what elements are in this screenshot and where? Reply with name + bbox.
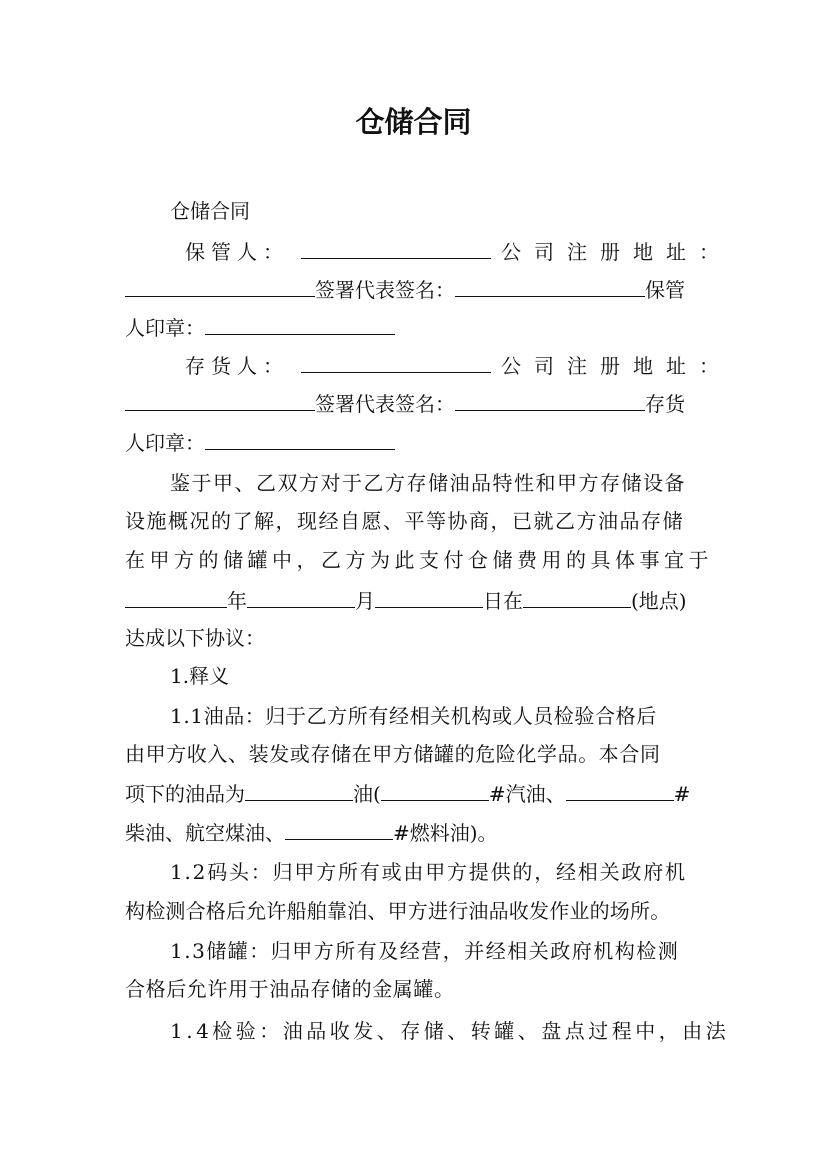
diesel-grade-blank[interactable] [566,778,674,801]
keeper-line-1 [185,236,732,266]
place-label: (地点) [631,589,687,613]
keeper-seal-label-a: 保管 [645,278,685,302]
def-1-4-line-1: 1.4检验：油品收发、存储、转罐、盘点过程中，由法 [170,1019,730,1043]
depositor-role-label: 存货人： [185,354,289,378]
document-subtitle: 仓储合同 [170,199,250,223]
def-1-1-line-1: 1.1油品：归于乙方所有经相关机构或人员检验合格后 [170,704,657,728]
section-1-heading: 1.释义 [170,664,230,688]
date-year-label: 年 [227,589,247,613]
keeper-name-blank[interactable] [301,236,491,259]
keeper-seal-label-b: 人印章： [125,316,205,340]
def-1-2-line-1: 1.2码头：归甲方所有或由甲方提供的，经相关政府机 [170,860,687,884]
def-1-3-line-2: 合格后允许用于油品存储的金属罐。 [125,977,455,1001]
def-1-1-line-2: 由甲方收入、装发或存储在甲方储罐的危险化学品。本合同 [125,742,661,766]
keeper-sign-label: 签署代表签名： [315,278,455,302]
intro-line-4 [125,585,687,615]
depositor-name-blank[interactable] [301,350,491,373]
depositor-address-label: 公司注册地址： [501,354,732,378]
def-1-1-line-4 [125,817,498,847]
oil-type-label: 项下的油品为 [125,782,245,806]
gasoline-grade-blank[interactable] [381,778,489,801]
def-1-2-line-2: 构检测合格后允许船舶靠泊、甲方进行油品收发作业的场所。 [125,899,671,923]
depositor-line-3 [125,427,395,457]
keeper-seal-blank[interactable] [205,312,395,335]
keeper-role-label: 保管人： [185,240,289,264]
date-month-blank[interactable] [247,585,355,608]
intro-line-2: 设施概况的了解，现经自愿、平等协商，已就乙方油品存储 [125,509,684,533]
def-1-1-line-3 [125,778,690,808]
depositor-address-blank[interactable] [125,388,315,411]
intro-line-1: 鉴于甲、乙双方对于乙方存储油品特性和甲方存储设备 [170,471,686,495]
keeper-sign-blank[interactable] [455,274,645,297]
depositor-seal-label-a: 存货 [645,392,685,416]
keeper-line-3 [125,312,395,342]
fuel-oil-label: #燃料油)。 [393,821,498,845]
keeper-address-label: 公司注册地址： [501,240,732,264]
intro-line-3: 在甲方的储罐中，乙方为此支付仓储费用的具体事宜于 [125,548,713,572]
depositor-line-2 [125,388,685,418]
depositor-line-1 [185,350,732,380]
keeper-line-2 [125,274,685,304]
date-day-label: 日在 [483,589,523,613]
date-year-blank[interactable] [125,585,227,608]
place-blank[interactable] [523,585,631,608]
diesel-kerosene-label: 柴油、航空煤油、 [125,821,285,845]
depositor-seal-blank[interactable] [205,427,395,450]
oil-type-blank[interactable] [245,778,353,801]
depositor-sign-label: 签署代表签名： [315,392,455,416]
date-day-blank[interactable] [375,585,483,608]
fuel-oil-grade-blank[interactable] [285,817,393,840]
gasoline-label: #汽油、 [488,782,566,806]
keeper-address-blank[interactable] [125,274,315,297]
depositor-sign-blank[interactable] [455,388,645,411]
date-month-label: 月 [355,589,375,613]
oil-paren-label: 油( [353,782,381,806]
document-title: 仓储合同 [355,105,472,139]
def-1-3-line-1: 1.3储罐：归甲方所有及经营，并经相关政府机构检测 [170,939,680,963]
diesel-hash-label: # [673,782,691,806]
intro-line-5: 达成以下协议： [125,626,265,650]
depositor-seal-label-b: 人印章： [125,431,205,455]
